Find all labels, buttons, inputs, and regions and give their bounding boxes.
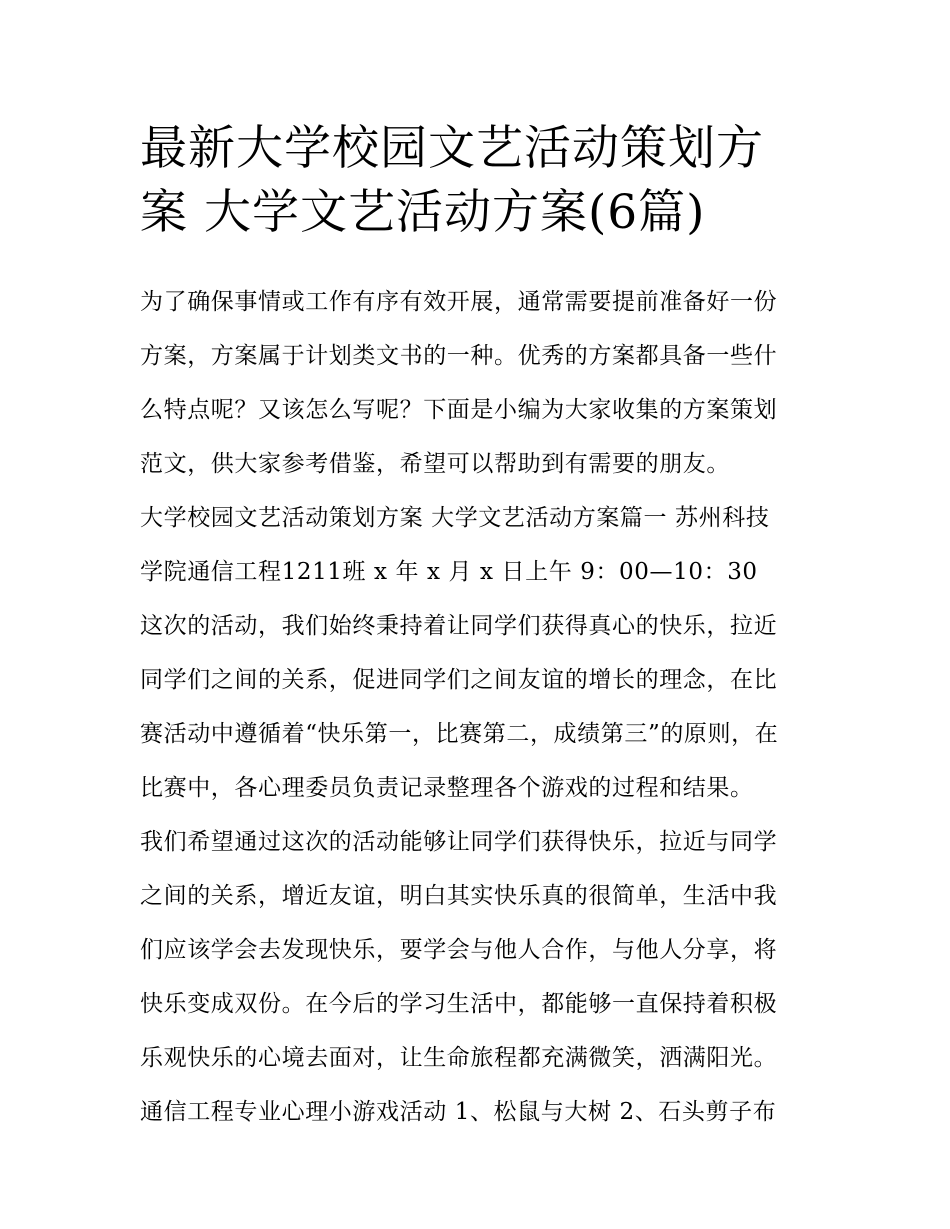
body-line: 快乐变成双份。在今后的学习生活中，都能够一直保持着积极	[140, 991, 778, 1017]
body-line: 我们希望通过这次的活动能够让同学们获得快乐，拉近与同学	[140, 829, 778, 855]
title-line-2: 案 大学文艺活动方案(6篇)	[140, 185, 706, 240]
body-line: 为了确保事情或工作有序有效开展，通常需要提前准备好一份	[140, 289, 778, 315]
body-line: 大学校园文艺活动策划方案 大学文艺活动方案篇一 苏州科技	[140, 505, 770, 531]
body-line: 范文，供大家参考借鉴，希望可以帮助到有需要的朋友。	[140, 451, 730, 477]
body-line: 方案，方案属于计划类文书的一种。优秀的方案都具备一些什	[140, 343, 778, 369]
body-line: 么特点呢？又该怎么写呢？下面是小编为大家收集的方案策划	[140, 397, 778, 423]
body-line: 学院通信工程1211班 x 年 x 月 x 日上午 9：00—10：30	[140, 559, 758, 585]
document-title	[140, 117, 820, 245]
body-line: 们应该学会去发现快乐，要学会与他人合作，与他人分享，将	[140, 937, 778, 963]
body-line: 这次的活动，我们始终秉持着让同学们获得真心的快乐，拉近	[140, 613, 778, 639]
document-body	[140, 283, 820, 1147]
body-line: 之间的关系，增近友谊，明白其实快乐真的很简单，生活中我	[140, 883, 778, 909]
body-line: 乐观快乐的心境去面对，让生命旅程都充满微笑，洒满阳光。	[140, 1045, 778, 1071]
body-line: 通信工程专业心理小游戏活动 1、松鼠与大树 2、石头剪子布	[140, 1099, 777, 1125]
body-line: 同学们之间的关系，促进同学们之间友谊的增长的理念，在比	[140, 667, 778, 693]
body-line: 比赛中，各心理委员负责记录整理各个游戏的过程和结果。	[140, 775, 754, 801]
body-line: 赛活动中遵循着“快乐第一，比赛第二，成绩第三”的原则，在	[140, 721, 779, 747]
title-line-1: 最新大学校园文艺活动策划方	[140, 121, 764, 176]
